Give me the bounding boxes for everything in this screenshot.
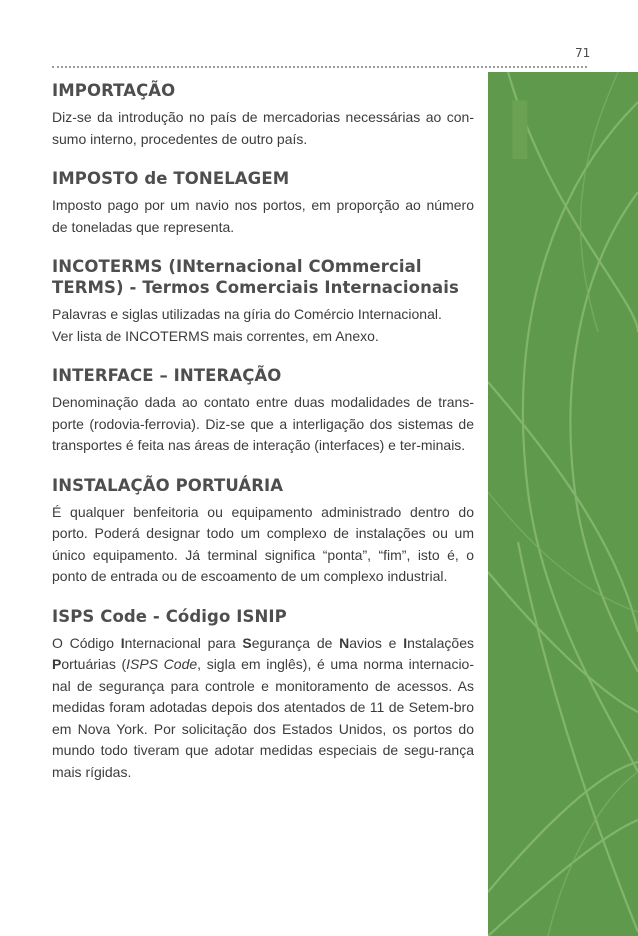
entry-definition: Denominação dada ao contato entre duas modalidades de trans-porte (rodovia-ferrovia). Diz-se que a interligação dos sistemas de transportes é feita nas áreas de interação (interfaces) e ter-minais. <box>52 394 474 453</box>
glossary-entry-imposto-de-tonelagem <box>52 168 474 238</box>
definition-text: nstalações <box>407 634 475 651</box>
definition-text: ortuárias ( <box>61 656 127 672</box>
definition-line: Ver lista de INCOTERMS mais correntes, em Anexo. <box>52 327 379 344</box>
entry-term: IMPOSTO de TONELAGEM <box>52 169 290 188</box>
globe-arcs-decoration <box>488 72 638 936</box>
acronym-letter: N <box>339 634 350 651</box>
glossary-entries <box>52 80 474 801</box>
acronym-letter: I <box>120 634 125 651</box>
definition-text: , sigla em inglês), é uma norma internacio-nal de segurança para controle e monitoramento de acessos. As medidas foram adotadas depois dos atentados de 11 de Setem-bro em Nova York. Por solicitação dos Estados Unidos, os portos do mundo todo tiveram que adotar medidas especiais de segu-rança mais rígidas. <box>52 656 475 780</box>
entry-definition <box>52 633 474 784</box>
entry-term: ISPS Code - Código ISNIP <box>52 606 287 626</box>
header-dotted-rule <box>52 66 587 68</box>
entry-term: INTERFACE – INTERAÇÃO <box>52 366 282 385</box>
definition-text: egurança de <box>251 634 340 651</box>
green-decorative-panel <box>488 72 638 936</box>
definition-line: Palavras e siglas utilizadas na gíria do Comércio Internacional. <box>52 306 442 322</box>
glossary-entry-instalacao-portuaria <box>52 475 474 588</box>
definition-text: O Código <box>52 634 121 651</box>
entry-term: INSTALAÇÃO PORTUÁRIA <box>52 475 284 495</box>
italic-term: ISPS Code <box>126 656 198 672</box>
definition-text: nternacional para <box>124 634 243 651</box>
page-number: 71 <box>575 46 591 60</box>
acronym-letter: P <box>52 656 62 672</box>
acronym-letter: S <box>242 634 252 651</box>
glossary-entry-incoterms <box>52 256 474 347</box>
glossary-entry-isps-code <box>52 606 474 784</box>
entry-definition <box>52 304 474 347</box>
entry-definition: É qualquer benfeitoria ou equipamento administrado dentro do porto. Poderá designar todo um complexo de instalações ou um único equipamento. Já terminal significa “ponta”, “fim”, isto é, o ponto de entrada ou de escoamento de um complexo industrial. <box>52 503 474 584</box>
definition-text: avios e <box>349 634 404 651</box>
entry-definition: Diz-se da introdução no país de mercadorias necessárias ao con-sumo interno, procedentes de outro país. <box>52 109 474 147</box>
acronym-letter: I <box>403 634 408 651</box>
entry-definition: Imposto pago por um navio nos portos, em proporção ao número de toneladas que representa. <box>52 197 474 235</box>
section-letter: I <box>505 85 535 178</box>
glossary-entry-interface-interacao <box>52 365 474 457</box>
entry-term: INCOTERMS (INternacional COmmercial TERMS) - Termos Comerciais Internacionais <box>52 257 459 297</box>
entry-term: IMPORTAÇÃO <box>52 81 176 100</box>
glossary-entry-importacao <box>52 80 474 150</box>
